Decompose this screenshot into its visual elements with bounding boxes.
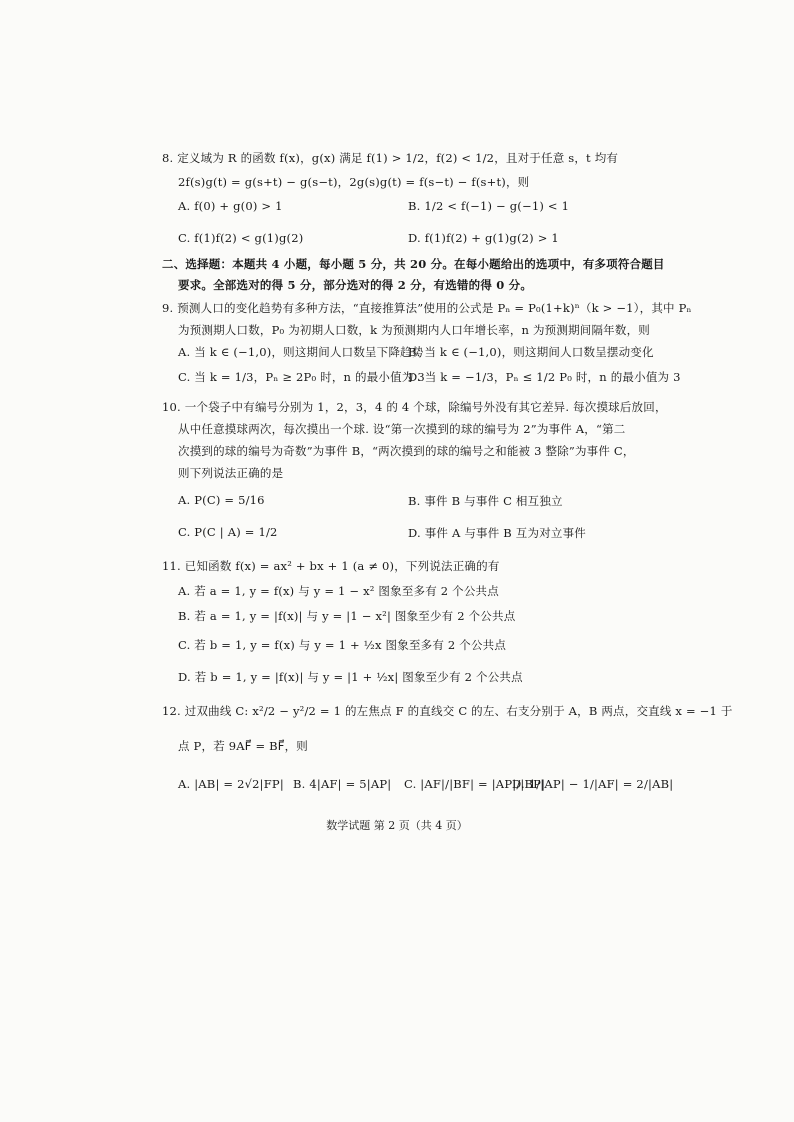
q9-stem-2: 为预测期人口数，P₀ 为初期人口数，k 为预测期内人口年增长率，n 为预测期间隔年数，则: [178, 323, 650, 337]
q8-option-a: A. f(0) + g(0) > 1: [178, 199, 283, 213]
q10-option-b: B. 事件 B 与事件 C 相互独立: [408, 494, 563, 508]
q12-option-b: B. 4|AF| = 5|AP|: [293, 777, 392, 791]
q8-option-d: D. f(1)f(2) + g(1)g(2) > 1: [408, 231, 559, 245]
q10-option-d: D. 事件 A 与事件 B 互为对立事件: [408, 526, 586, 540]
q8-stem-2: 2f(s)g(t) = g(s+t) − g(s−t)，2g(s)g(t) = f(s−t) − f(s+t)，则: [178, 175, 530, 189]
q10-stem-2: 从中任意摸球两次，每次摸出一个球. 设“第一次摸到的球的编号为 2”为事件 A，“第二: [178, 422, 626, 436]
q8-option-c: C. f(1)f(2) < g(1)g(2): [178, 231, 304, 245]
q8-option-b: B. 1/2 < f(−1) − g(−1) < 1: [408, 199, 570, 213]
q11-option-d: D. 若 b = 1, y = |f(x)| 与 y = |1 + ½x| 图象至少有 2 个公共点: [178, 670, 523, 684]
q12-option-d: D. 1/|AP| − 1/|AF| = 2/|AB|: [512, 777, 674, 791]
q11-stem: 11. 已知函数 f(x) = ax² + bx + 1 (a ≠ 0)，下列说法正确的有: [162, 559, 500, 573]
q8-stem: 8. 定义域为 R 的函数 f(x)，g(x) 满足 f(1) > 1/2，f(2) < 1/2，且对于任意 s，t 均有: [162, 151, 619, 165]
q9-stem: 9. 预测人口的变化趋势有多种方法，“直接推算法”使用的公式是 Pₙ = P₀(1+k)ⁿ（k > −1），其中 Pₙ: [162, 301, 692, 315]
q11-option-a: A. 若 a = 1, y = f(x) 与 y = 1 − x² 图象至多有 2 个公共点: [178, 584, 499, 598]
q9-option-d: D. 当 k = −1/3，Pₙ ≤ 1/2 P₀ 时，n 的最小值为 3: [408, 370, 681, 384]
q12-stem: 12. 过双曲线 C: x²/2 − y²/2 = 1 的左焦点 F 的直线交 C 的左、右支分别于 A，B 两点，交直线 x = −1 于: [162, 704, 733, 718]
q12-stem-2: 点 P，若 9AF⃗ = BF⃗，则: [178, 739, 308, 753]
q11-option-b: B. 若 a = 1, y = |f(x)| 与 y = |1 − x²| 图象至少有 2 个公共点: [178, 609, 516, 623]
page-footer: 数学试题 第 2 页（共 4 页）: [326, 819, 468, 832]
section-2-line-1: 二、选择题：本题共 4 小题，每小题 5 分，共 20 分。在每小题给出的选项中，有多项符合题目: [162, 257, 665, 271]
q12-option-c: C. |AF|/|BF| = |AP|/|BP|: [404, 777, 546, 791]
section-2-line-2: 要求。全部选对的得 5 分，部分选对的得 2 分，有选错的得 0 分。: [178, 278, 533, 292]
q11-option-c: C. 若 b = 1, y = f(x) 与 y = 1 + ½x 图象至多有 2 个公共点: [178, 638, 507, 652]
q10-stem-3: 次摸到的球的编号为奇数”为事件 B，“两次摸到的球的编号之和能被 3 整除”为事件 C，: [178, 444, 635, 458]
q9-option-c: C. 当 k = 1/3，Pₙ ≥ 2P₀ 时，n 的最小值为 3: [178, 370, 425, 384]
q9-option-a: A. 当 k ∈ (−1,0)，则这期间人口数呈下降趋势: [178, 345, 424, 359]
q10-stem-4: 则下列说法正确的是: [178, 466, 284, 480]
q10-option-a: A. P(C) = 5/16: [178, 493, 265, 507]
q12-option-a: A. |AB| = 2√2|FP|: [178, 777, 284, 791]
q10-stem: 10. 一个袋子中有编号分别为 1，2，3，4 的 4 个球，除编号外没有其它差异. 每次摸球后放回，: [162, 400, 667, 414]
q10-option-c: C. P(C | A) = 1/2: [178, 525, 278, 539]
q9-option-b: B. 当 k ∈ (−1,0)，则这期间人口数呈摆动变化: [408, 345, 654, 359]
